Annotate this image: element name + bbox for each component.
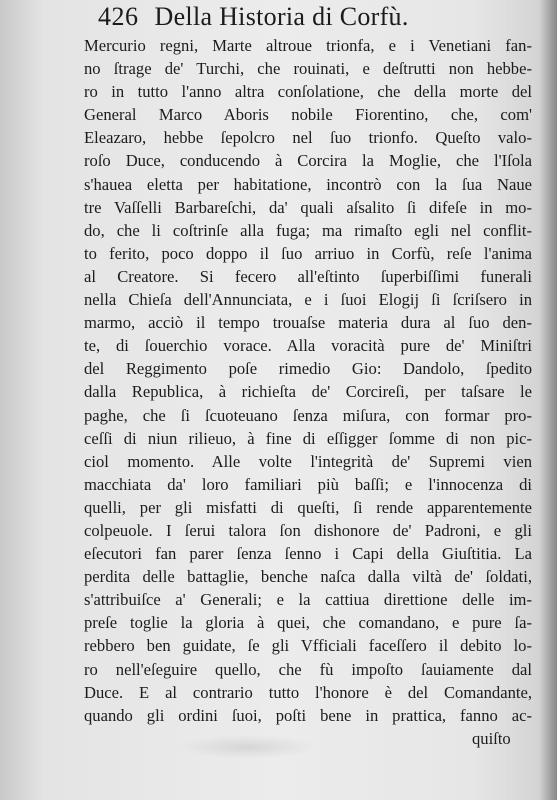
text-line: dalla Republica, à richieſta de' Corcireſi, per taſsare le bbox=[84, 382, 532, 402]
text-line: nella Chieſa dell'Annunciata, e i ſuoi Elogij ſi ſcriſsero in bbox=[84, 290, 532, 310]
text-line: macchiata da' loro familiari più baſſi; e l'innocenza di bbox=[84, 474, 532, 494]
text-line: eſecutori fan parer ſenza ſenno i Capi della Giuſtitia. La bbox=[84, 544, 532, 564]
running-title: Della Historia di Corfù. bbox=[154, 2, 409, 31]
binding-shadow bbox=[539, 0, 557, 800]
catchword: quiſto bbox=[472, 728, 511, 748]
text-line: s'attribuiſce a' Generali; e la cattiua direttione delle im- bbox=[84, 590, 532, 610]
text-line: tre Vaſſelli Barbareſchi, da' quali aſsalito ſi difeſe in mo- bbox=[84, 197, 532, 217]
body-text bbox=[84, 34, 532, 750]
text-line: Eleazaro, hebbe ſepolcro nel ſuo trionfo. Queſto valo- bbox=[84, 128, 532, 148]
text-line: al Creatore. Si fecero all'eſtinto ſuperbiſſimi funerali bbox=[84, 266, 532, 286]
text-line: roſo Duce, conducendo à Corcira la Moglie, che l'Iſola bbox=[84, 151, 532, 171]
page-stain bbox=[178, 735, 318, 759]
text-line: rebbero ben guidate, ſe gli Vfficiali faceſſero il debito lo- bbox=[84, 636, 532, 656]
text-line: paghe, che ſi ſcuoteuano ſenza miſura, con formar pro- bbox=[84, 405, 532, 425]
text-line: quelli, per gli misfatti di queſti, ſi rende apparentemente bbox=[84, 497, 532, 517]
text-line: General Marco Aboris nobile Fiorentino, che, com' bbox=[84, 105, 532, 125]
text-line: quando gli ordini ſuoi, poſti bene in prattica, fanno ac- bbox=[84, 705, 532, 725]
text-line: Duce. E al contrario tutto l'honore è del Comandante, bbox=[84, 682, 532, 702]
text-line: no ſtrage de' Turchi, che rouinati, e deſtrutti non hebbe- bbox=[84, 59, 532, 79]
page-number: 426 bbox=[98, 2, 139, 31]
text-line: Mercurio regni, Marte altroue trionfa, e i Venetiani fan- bbox=[84, 36, 532, 55]
text-line: perdita delle battaglie, benche naſca dalla viltà de' ſoldati, bbox=[84, 567, 532, 587]
text-line: preſe toglie la gloria à quei, che comandano, e pure ſa- bbox=[84, 613, 532, 633]
text-line: ciol momento. Alle volte l'integrità de' Supremi vien bbox=[84, 451, 532, 471]
text-line: del Reggimento poſe rimedio Gio: Dandolo, ſpedito bbox=[84, 359, 532, 379]
text-line: ro in tutto l'anno altra conſolatione, che della morte del bbox=[84, 82, 532, 102]
text-line: marmo, acciò il tempo trouaſse materia dura al ſuo den- bbox=[84, 313, 532, 333]
text-line: ceſſi di niun rilieuo, à fine di eſſigger ſomme di non pic- bbox=[84, 428, 532, 448]
text-line: do, che li coſtrinſe alla fuga; ma rimaſto egli nel conflit- bbox=[84, 220, 532, 240]
text-line: ro nell'eſeguire quello, che fù impoſto ſauiamente dal bbox=[84, 659, 532, 679]
text-line: to ferito, poco doppo il ſuo arriuo in Corfù, reſe l'anima bbox=[84, 243, 532, 263]
text-line: te, di ſouerchio vorace. Alla voracità pure de' Miniſtri bbox=[84, 336, 532, 356]
text-line: s'hauea eletta per habitatione, incontrò con la ſua Naue bbox=[84, 174, 532, 194]
text-line: colpeuole. I ſerui talora ſon dishonore de' Padroni, e gli bbox=[84, 520, 532, 540]
